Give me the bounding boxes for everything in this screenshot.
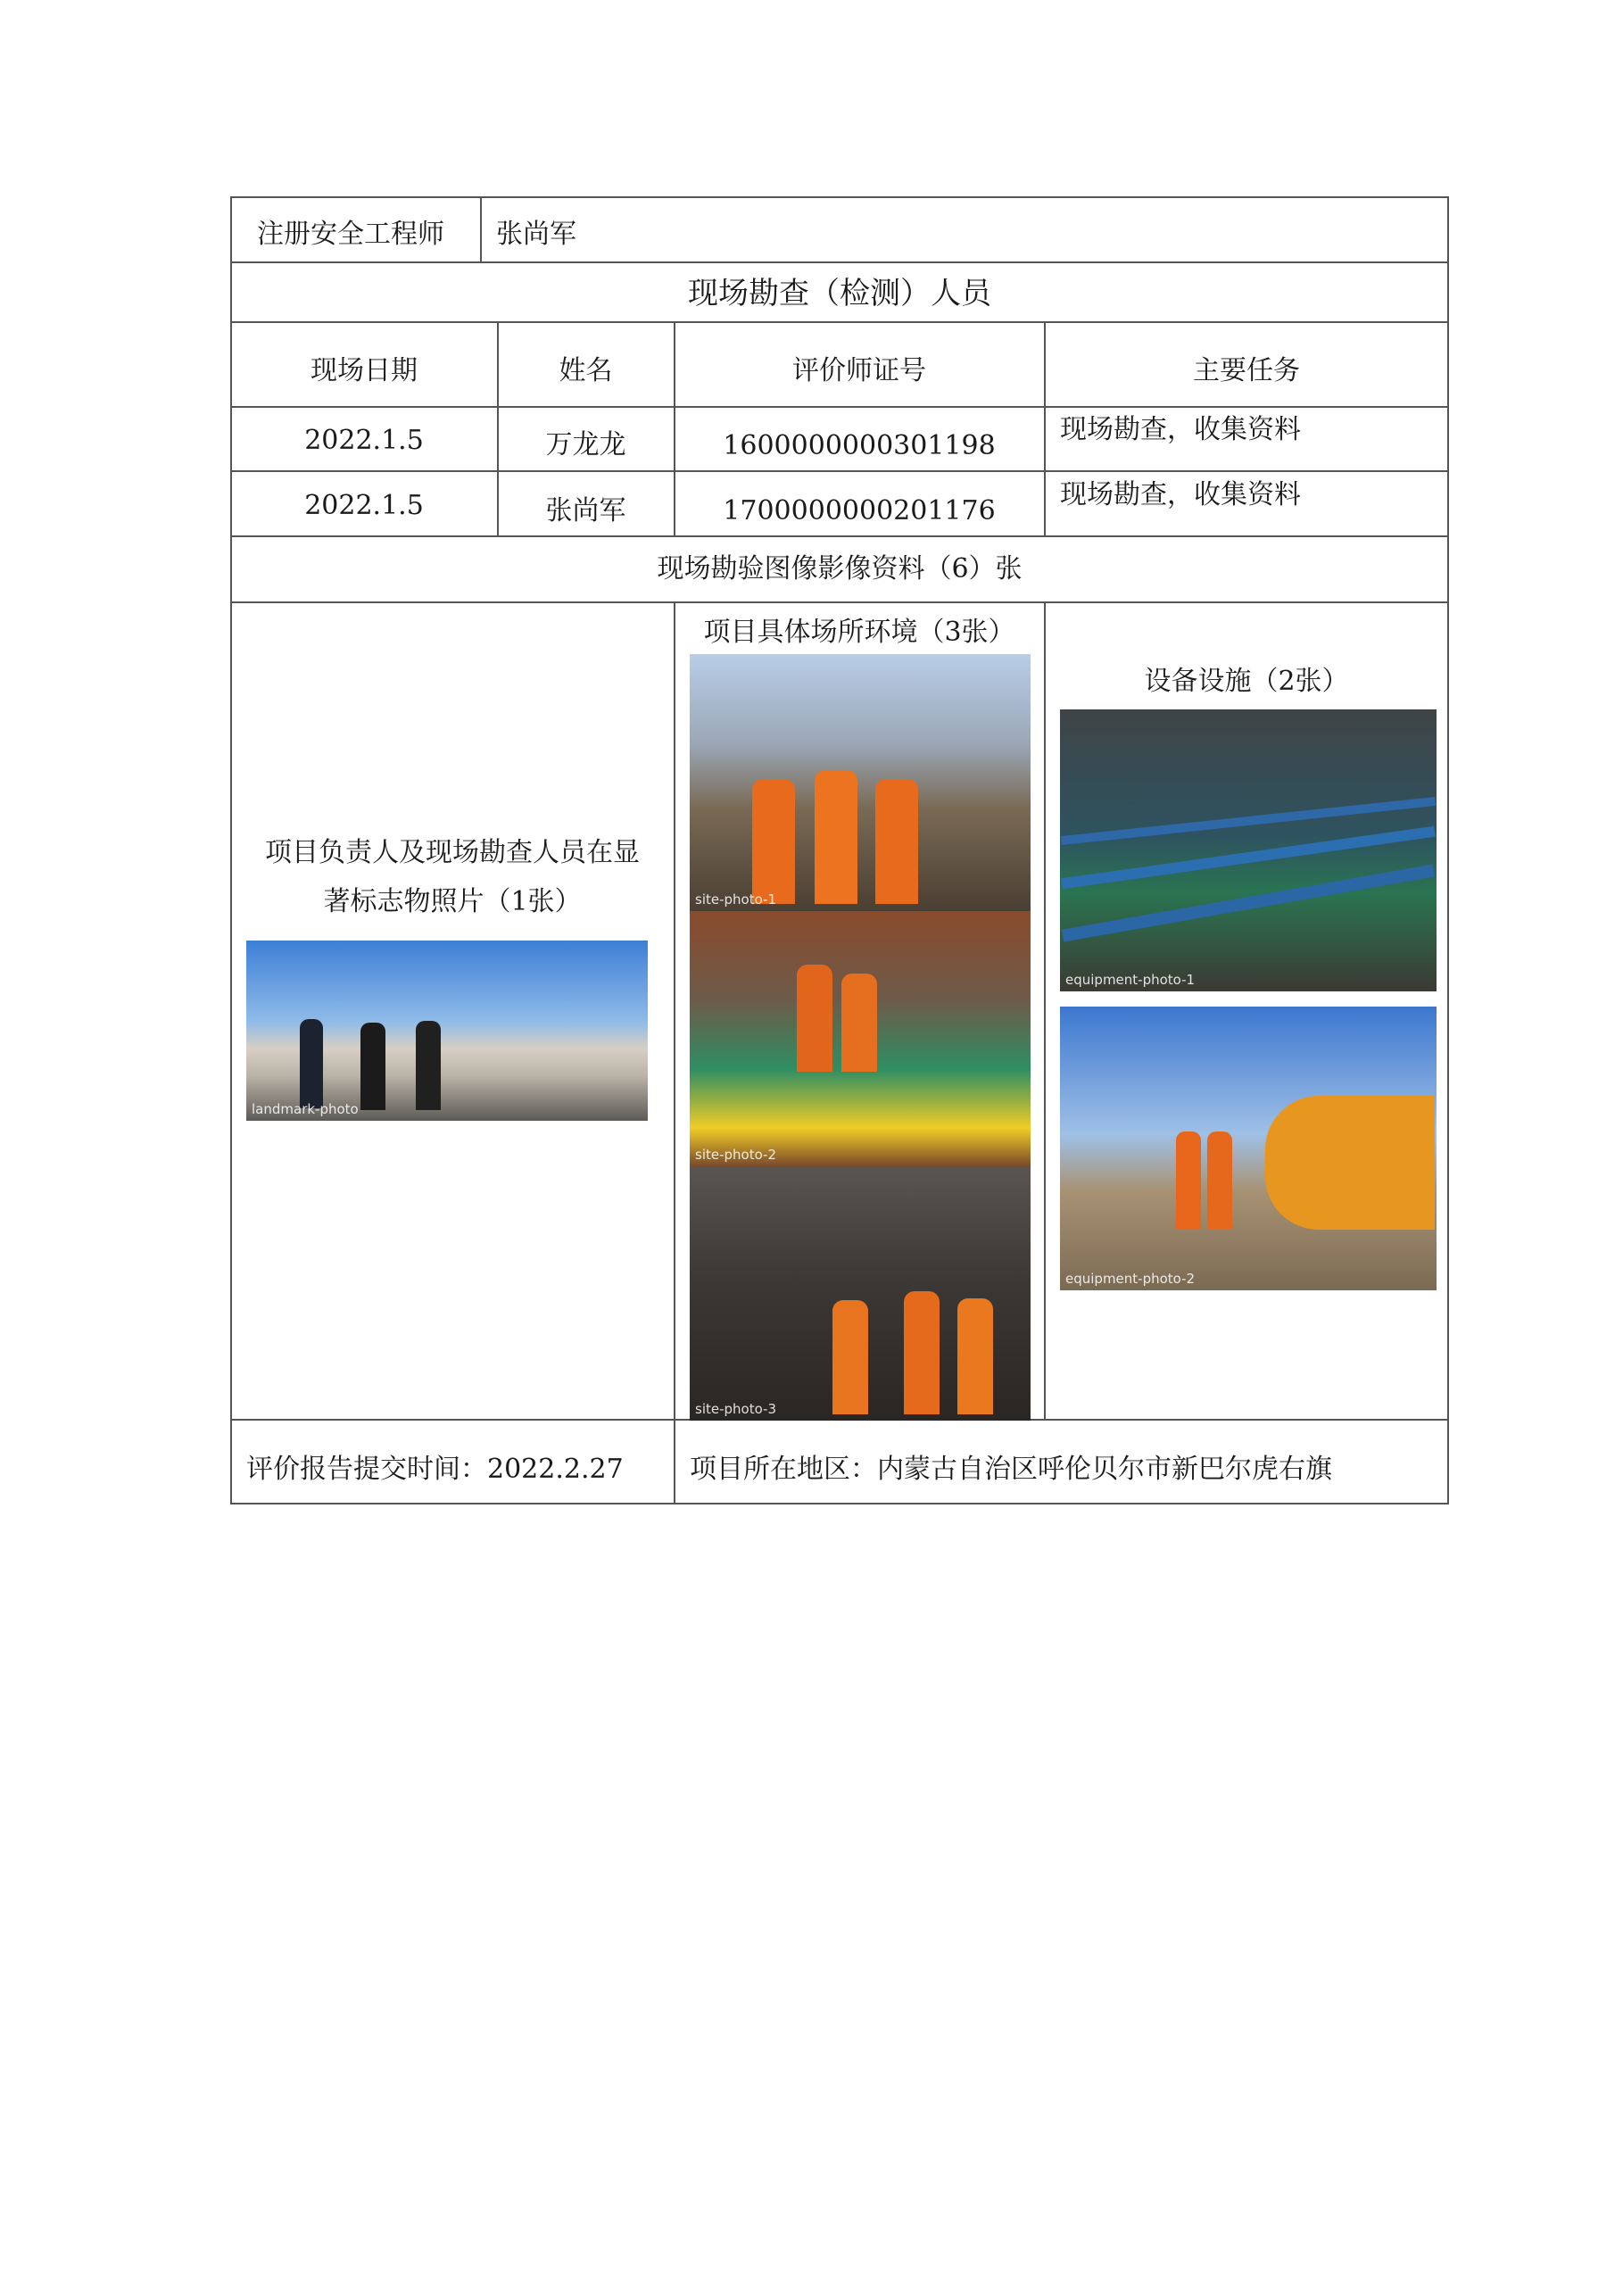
submit-time: 评价报告提交时间：2022.2.27 bbox=[246, 1454, 624, 1485]
images-title: 现场勘验图像影像资料（6）张 bbox=[657, 553, 1023, 584]
header-task: 主要任务 bbox=[1193, 355, 1300, 386]
site-photo-1-label: site-photo-1 bbox=[695, 891, 777, 908]
row2-name: 张尚军 bbox=[545, 495, 626, 526]
inspection-title: 现场勘查（检测）人员 bbox=[688, 276, 991, 311]
engineer-name: 张尚军 bbox=[496, 219, 576, 250]
row-divider bbox=[230, 535, 1449, 537]
landmark-photo bbox=[246, 941, 648, 1121]
landmark-caption-line2: 著标志物照片（1张） bbox=[323, 886, 582, 917]
row2-date: 2022.1.5 bbox=[304, 490, 424, 521]
row1-date: 2022.1.5 bbox=[304, 425, 424, 456]
landmark-photo-label: landmark-photo bbox=[252, 1101, 359, 1117]
equipment-photo-1 bbox=[1060, 709, 1437, 991]
row1-name: 万龙龙 bbox=[545, 429, 626, 460]
site-photo-2-label: site-photo-2 bbox=[695, 1147, 777, 1163]
col-divider bbox=[1044, 601, 1046, 1420]
row1-task: 现场勘查，收集资料 bbox=[1060, 414, 1301, 445]
site-photo-2 bbox=[690, 911, 1031, 1166]
landmark-caption-line1: 项目负责人及现场勘查人员在显 bbox=[265, 837, 640, 868]
equipment-caption: 设备设施（2张） bbox=[1144, 666, 1349, 697]
row-divider bbox=[230, 261, 1449, 263]
engineer-label: 注册安全工程师 bbox=[257, 219, 444, 250]
project-location: 项目所在地区：内蒙古自治区呼伦贝尔市新巴尔虎右旗 bbox=[690, 1454, 1332, 1485]
site-photo-1 bbox=[690, 654, 1031, 911]
row2-task: 现场勘查，收集资料 bbox=[1060, 479, 1301, 510]
col-divider bbox=[480, 196, 482, 262]
col-divider bbox=[674, 601, 675, 1504]
row2-cert: 1700000000201176 bbox=[723, 495, 996, 526]
equipment-photo-2-label: equipment-photo-2 bbox=[1065, 1271, 1196, 1287]
header-name: 姓名 bbox=[559, 355, 613, 386]
row-divider bbox=[230, 406, 1449, 408]
site-photo-3-label: site-photo-3 bbox=[695, 1401, 777, 1417]
row-divider bbox=[230, 321, 1449, 323]
equipment-photo-2 bbox=[1060, 1007, 1437, 1290]
site-photo-3 bbox=[690, 1166, 1031, 1421]
header-cert: 评价师证号 bbox=[792, 355, 926, 386]
row1-cert: 1600000000301198 bbox=[723, 430, 996, 461]
header-date: 现场日期 bbox=[311, 355, 418, 386]
equipment-photo-1-label: equipment-photo-1 bbox=[1065, 972, 1196, 988]
row-divider bbox=[230, 470, 1449, 472]
row-divider bbox=[230, 601, 1449, 603]
site-caption: 项目具体场所环境（3张） bbox=[703, 617, 1015, 648]
